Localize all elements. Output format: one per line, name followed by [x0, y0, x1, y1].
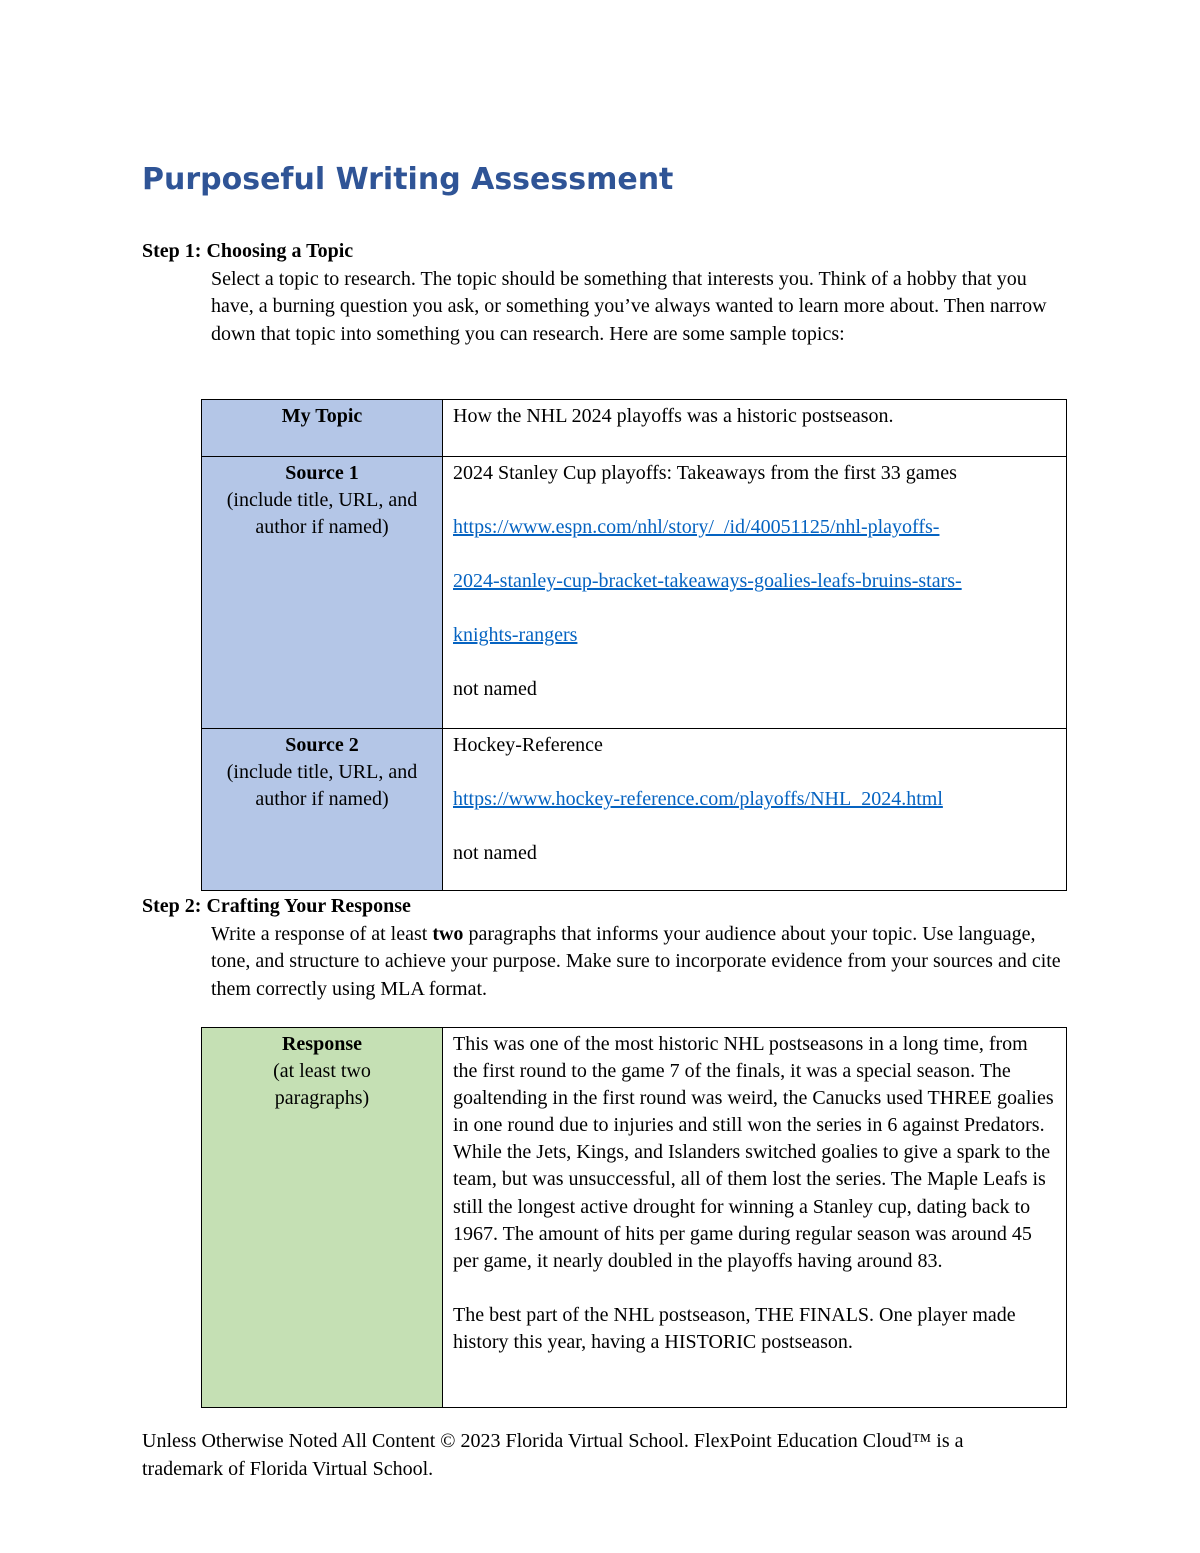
source1-title: 2024 Stanley Cup playoffs: Takeaways from the first 33 games — [453, 462, 957, 484]
response-sublabel: (at least two paragraphs) — [273, 1060, 371, 1109]
source1-row — [202, 457, 1067, 729]
step2-body-before: Write a response of at least — [211, 923, 433, 945]
source1-url-line-2[interactable]: 2024-stanley-cup-bracket-takeaways-goalies-leafs-bruins-stars- — [453, 570, 962, 592]
topic-row — [202, 400, 1067, 457]
topic-label-cell — [202, 400, 443, 457]
response-paragraph-2: The best part of the NHL postseason, THE FINALS. One player made history this year, having a HISTORIC postseason. — [453, 1303, 1016, 1353]
source1-label-cell — [202, 457, 443, 729]
response-row — [202, 1028, 1067, 1408]
response-label: Response — [281, 1033, 362, 1055]
source2-url[interactable]: https://www.hockey-reference.com/playoffs/NHL_2024.html — [453, 788, 943, 810]
source1-label: Source 1 — [285, 462, 359, 484]
source1-content-cell — [443, 457, 1067, 729]
source2-label-cell — [202, 729, 443, 891]
source2-label: Source 2 — [285, 734, 359, 756]
source1-sublabel: (include title, URL, and author if named) — [226, 489, 418, 538]
source2-content-cell — [443, 729, 1067, 891]
step2-body-after: paragraphs that informs your audience about your topic. Use language, tone, and structure to achieve your purpose. Make sure to incorporate evidence from your sources and cite them correctly using MLA format. — [211, 923, 1061, 1000]
document-title: Purposeful Writing Assessment — [142, 162, 674, 197]
source1-author: not named — [453, 678, 537, 700]
step1-body: Select a topic to research. The topic should be something that interests you. Think of a hobby that you have, a burning question you ask, or something you’ve always wanted to learn more about. Then narrow down that topic into something you can research. Here are some sample topics: — [211, 268, 1047, 345]
response-paragraph-1: This was one of the most historic NHL postseasons in a long time, from the first round to the game 7 of the finals, it was a special season. The goaltending in the first round was weird, the Canucks used THREE goalies in one round due to injuries and still won the series in 6 against Predators. While the Jets, Kings, and Islanders switched goalies to give a spark to the team, but was unsuccessful, all of them lost the series. The Maple Leafs is still the longest active drought for winning a Stanley cup, dating back to 1967. The amount of hits per game during regular season was around 45 per game, it nearly doubled in the playoffs having around 83. — [453, 1033, 1054, 1272]
source2-sublabel: (include title, URL, and author if named) — [226, 761, 418, 810]
topic-value: How the NHL 2024 playoffs was a historic postseason. — [453, 405, 894, 427]
response-table — [201, 1027, 1067, 1408]
topic-value-cell — [443, 400, 1067, 457]
source2-author: not named — [453, 842, 537, 864]
source2-title: Hockey-Reference — [453, 734, 603, 756]
footer-copyright: Unless Otherwise Noted All Content © 2023 Florida Virtual School. FlexPoint Education Cloud™ is a trademark of Florida Virtual School. — [142, 1430, 964, 1480]
step2-body-bold: two — [432, 923, 464, 945]
topic-label: My Topic — [281, 405, 363, 427]
topic-table — [201, 399, 1067, 891]
step2-body — [211, 921, 1071, 1003]
source2-row — [202, 729, 1067, 891]
source1-url-line-1[interactable]: https://www.espn.com/nhl/story/_/id/40051125/nhl-playoffs- — [453, 516, 940, 538]
step2-heading: Step 2: Crafting Your Response — [142, 895, 411, 917]
step1-heading: Step 1: Choosing a Topic — [142, 240, 354, 262]
response-label-cell — [202, 1028, 443, 1408]
response-content-cell — [443, 1028, 1067, 1408]
source1-url-line-3[interactable]: knights-rangers — [453, 624, 578, 646]
